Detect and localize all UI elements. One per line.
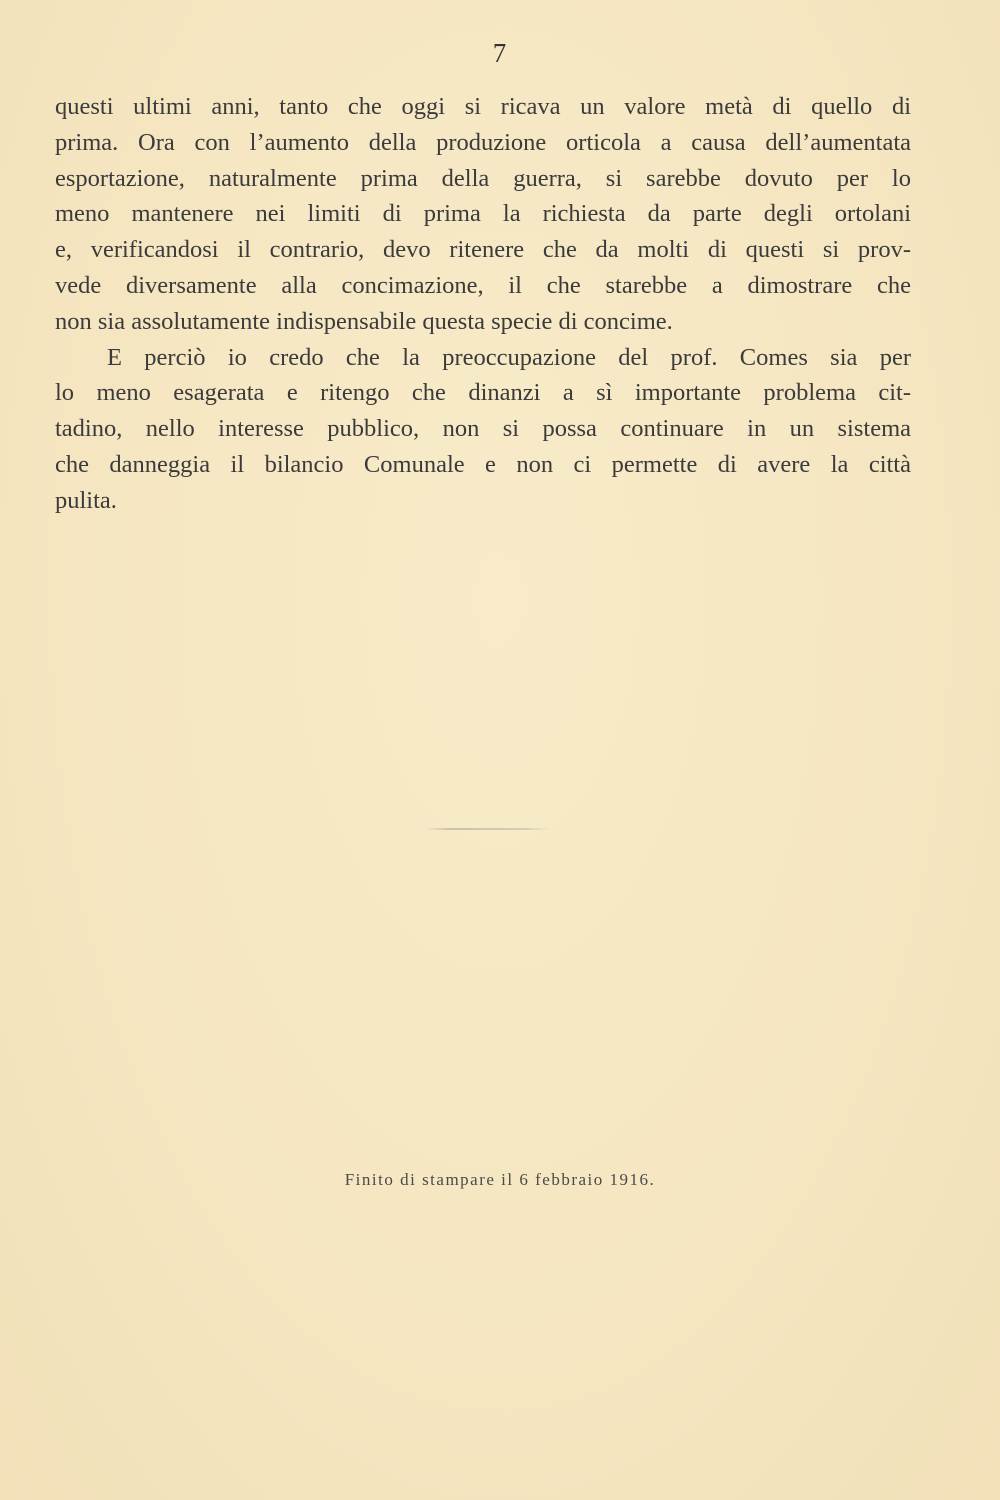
text-line: che danneggia il bilancio Comunale e non ci permette di avere la città	[55, 450, 911, 478]
text-line: vede diversamente alla concimazione, il che starebbe a dimostrare che	[55, 271, 911, 299]
text-line: lo meno esagerata e ritengo che dinanzi a sì importante problema cit-	[55, 379, 911, 407]
paragraph-1	[55, 89, 911, 340]
text-line: E perciò io credo che la preoccupazione del prof. Comes sia per	[107, 343, 911, 371]
text-line: non sia assolutamente indispensabile questa specie di concime.	[55, 307, 673, 335]
text-line: tadino, nello interesse pubblico, non si possa continuare in un sistema	[55, 415, 911, 443]
text-line: prima. Ora con l’aumento della produzione orticola a causa dell’aumentata	[55, 128, 911, 156]
section-divider	[425, 828, 550, 830]
paragraph-2	[55, 340, 911, 519]
text-line: pulita.	[55, 486, 117, 514]
text-line: meno mantenere nei limiti di prima la richiesta da parte degli ortolani	[55, 200, 911, 228]
body-text	[55, 89, 911, 519]
page-number: 7	[492, 38, 508, 68]
text-line: esportazione, naturalmente prima della guerra, si sarebbe dovuto per lo	[55, 164, 911, 192]
text-line: questi ultimi anni, tanto che oggi si ricava un valore metà di quello di	[55, 93, 911, 120]
text-line: e, verificandosi il contrario, devo ritenere che da molti di questi si prov-	[55, 236, 911, 264]
colophon: Finito di stampare il 6 febbraio 1916.	[344, 1170, 656, 1189]
